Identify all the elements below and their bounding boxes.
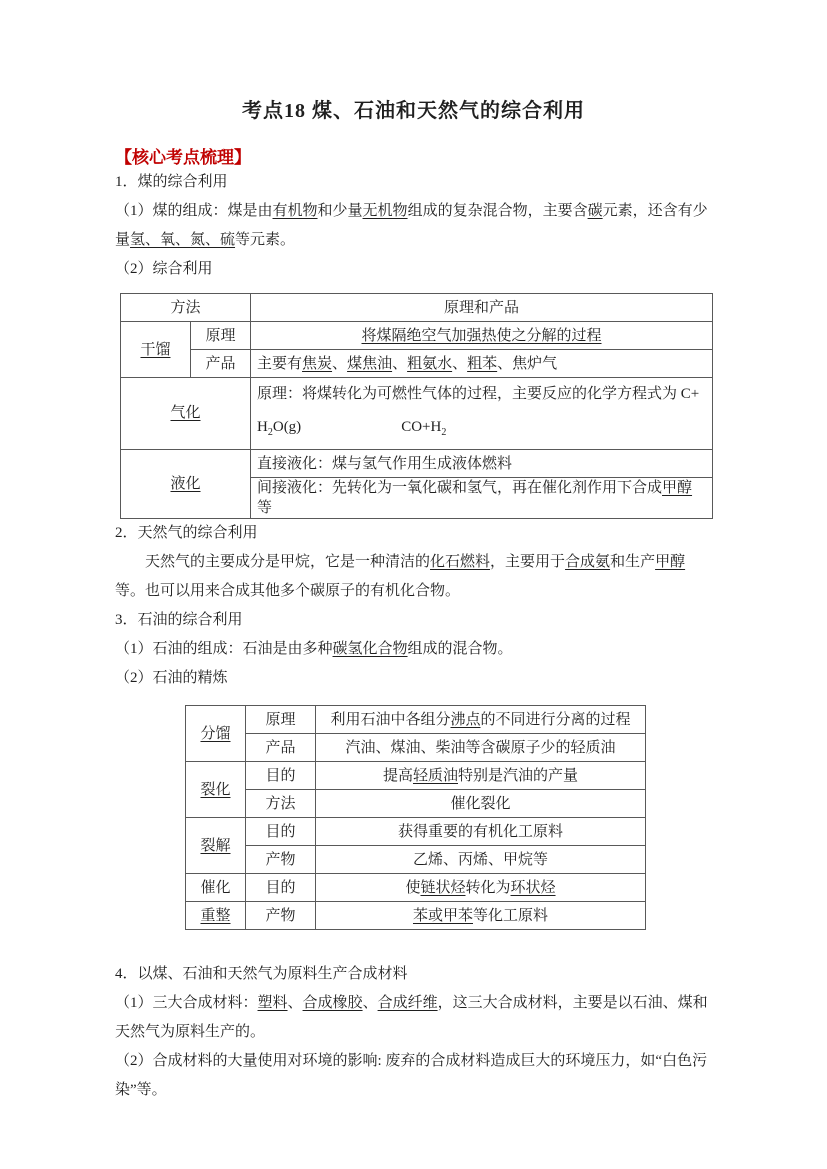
sec4-heading: 4．以煤、石油和天然气为原料生产合成材料 xyxy=(115,966,408,982)
t1-header-method: 方法 xyxy=(121,294,251,322)
t2-fenliu-label: 分馏 xyxy=(186,706,246,762)
document-body xyxy=(115,168,715,1105)
t2-zhongzheng-product-label: 产物 xyxy=(246,902,316,930)
table-row xyxy=(186,706,646,734)
t2-fenliu-principle-label: 原理 xyxy=(246,706,316,734)
t2-liehua-method: 催化裂化 xyxy=(316,790,646,818)
sec3-heading: 3．石油的综合利用 xyxy=(115,612,243,628)
t2-liejie-purpose-label: 目的 xyxy=(246,818,316,846)
t2-liehua-method-label: 方法 xyxy=(246,790,316,818)
table-row xyxy=(186,874,646,902)
table-row xyxy=(121,450,713,478)
table-row xyxy=(186,734,646,762)
t1-yehua-label: 液化 xyxy=(121,450,251,519)
sec1-coal-composition: （1）煤的组成：煤是由有机物和少量无机物组成的复杂混合物，主要含碳元素，还含有少量氢、氧、氮、硫等元素。 xyxy=(115,203,708,248)
core-section-header: 【核心考点梳理】 xyxy=(115,148,251,167)
t2-liehua-purpose-label: 目的 xyxy=(246,762,316,790)
table-row xyxy=(186,846,646,874)
t2-liejie-label: 裂解 xyxy=(186,818,246,874)
petroleum-refining-table xyxy=(185,705,646,930)
t2-liejie-purpose: 获得重要的有机化工原料 xyxy=(316,818,646,846)
t2-liehua-purpose: 提高轻质油特别是汽油的产量 xyxy=(316,762,646,790)
table-row xyxy=(121,322,713,350)
t2-liejie-product: 乙烯、丙烯、甲烷等 xyxy=(316,846,646,874)
t1-yehua-indirect: 间接液化：先转化为一氧化碳和氢气，再在催化剂作用下合成甲醇等 xyxy=(251,478,713,519)
sec2-body: 天然气的主要成分是甲烷，它是一种清洁的化石燃料，主要用于合成氨和生产甲醇等。也可以用来合成其他多个碳原子的有机化合物。 xyxy=(115,554,686,599)
t2-cuihua-purpose-label: 目的 xyxy=(246,874,316,902)
coal-utilization-table xyxy=(120,293,713,519)
t1-yehua-direct: 直接液化：煤与氢气作用生成液体燃料 xyxy=(251,450,713,478)
t1-ganliu-principle-label: 原理 xyxy=(191,322,251,350)
sec1-heading: 1．煤的综合利用 xyxy=(115,174,228,190)
t2-fenliu-principle: 利用石油中各组分沸点的不同进行分离的过程 xyxy=(316,706,646,734)
table-row xyxy=(186,790,646,818)
t2-liehua-label: 裂化 xyxy=(186,762,246,818)
t2-fenliu-product: 汽油、煤油、柴油等含碳原子少的轻质油 xyxy=(316,734,646,762)
table-row xyxy=(121,378,713,450)
t2-zhongzheng-product: 苯或甲苯等化工原料 xyxy=(316,902,646,930)
t2-zhongzheng-label: 重整 xyxy=(186,902,246,930)
t2-liejie-product-label: 产物 xyxy=(246,846,316,874)
table-row xyxy=(186,762,646,790)
sec4-impact: （2）合成材料的大量使用对环境的影响: 废弃的合成材料造成巨大的环境压力，如“白色污染”等。 xyxy=(115,1053,708,1098)
t2-fenliu-product-label: 产品 xyxy=(246,734,316,762)
t1-ganliu-product-label: 产品 xyxy=(191,350,251,378)
t1-ganliu-label: 干馏 xyxy=(121,322,191,378)
t2-cuihua-purpose: 使链状烃转化为环状烃 xyxy=(316,874,646,902)
sec3-refining-label: （2）石油的精炼 xyxy=(115,670,228,686)
t1-qihua-content: 原理：将煤转化为可燃性气体的过程，主要反应的化学方程式为 C+ $H_2O(g)$ $CO+H_2$ xyxy=(251,378,713,450)
table-row xyxy=(186,818,646,846)
sec1-utilization-label: （2）综合利用 xyxy=(115,261,213,277)
t1-qihua-label: 气化 xyxy=(121,378,251,450)
table-row xyxy=(121,294,713,322)
t1-header-principle-product: 原理和产品 xyxy=(251,294,713,322)
table-row xyxy=(186,902,646,930)
sec3-petroleum-composition: （1）石油的组成：石油是由多种碳氢化合物组成的混合物。 xyxy=(115,641,513,657)
t2-cuihua-label: 催化 xyxy=(186,874,246,902)
sec4-materials: （1）三大合成材料：塑料、合成橡胶、合成纤维，这三大合成材料，主要是以石油、煤和天然气为原料生产的。 xyxy=(115,995,708,1040)
t1-ganliu-principle: 将煤隔绝空气加强热使之分解的过程 xyxy=(251,322,713,350)
table-row xyxy=(121,350,713,378)
t1-ganliu-product: 主要有焦炭、煤焦油、粗氨水、粗苯、焦炉气 xyxy=(251,350,713,378)
page-title: 考点18 煤、石油和天然气的综合利用 xyxy=(242,100,585,122)
sec2-heading: 2．天然气的综合利用 xyxy=(115,525,258,541)
